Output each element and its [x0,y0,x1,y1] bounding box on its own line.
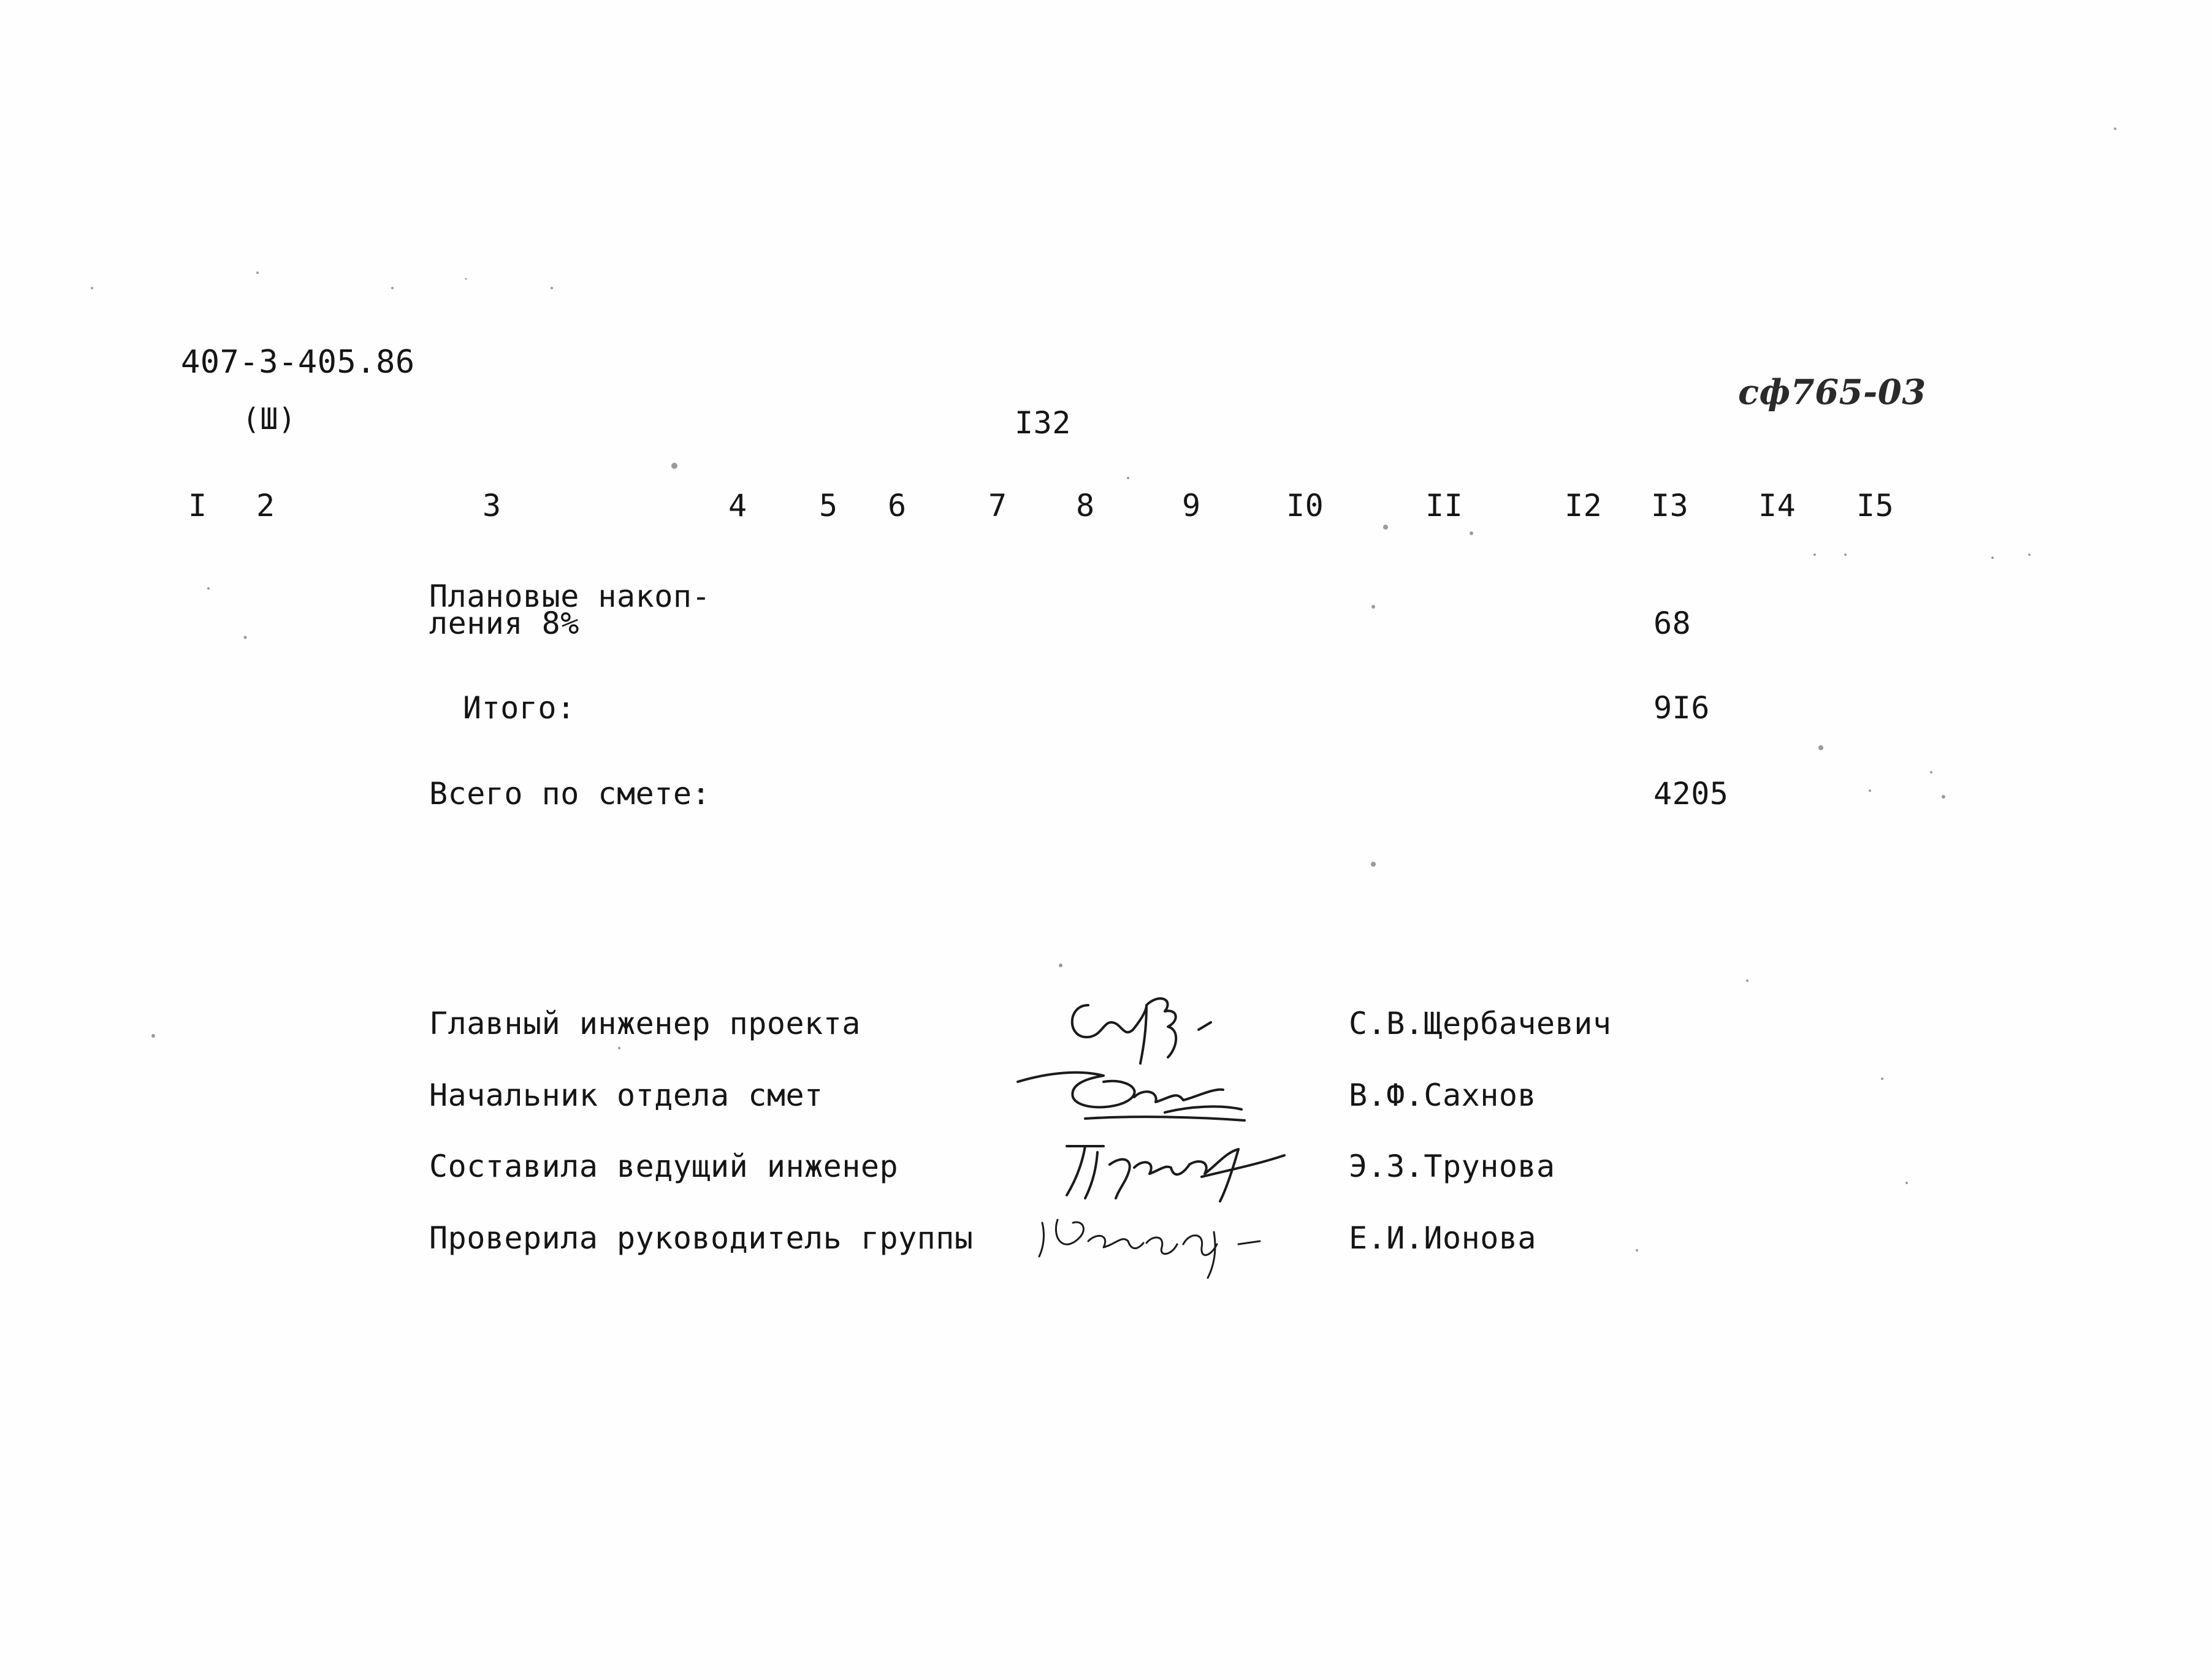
handwritten-signature [1030,1195,1300,1281]
row-value: 9I6 [1653,690,1710,726]
signatory-name: Е.И.Ионова [1349,1220,1537,1256]
column-number: I [188,488,207,523]
column-number: 8 [1076,488,1095,523]
column-number: I2 [1565,488,1603,523]
row-label-continuation: ления 8% [429,606,579,641]
column-number: 3 [482,488,502,523]
column-number: II [1425,488,1463,523]
column-number: I3 [1651,488,1689,523]
row-value: 4205 [1653,776,1729,811]
column-number: 7 [988,488,1007,523]
handwritten-signature [1042,1122,1300,1207]
document-subcode: (Ш) [242,402,297,436]
signatory-role: Главный инженер проекта [429,1006,861,1041]
signatory-role: Составила ведущий инженер [429,1149,899,1184]
column-number: 9 [1182,488,1201,523]
column-number: I0 [1286,488,1324,523]
signatory-role: Начальник отдела смет [429,1078,823,1113]
column-number: I5 [1856,488,1894,523]
signatory-name: С.В.Щербачевич [1349,1006,1612,1041]
signatory-name: В.Ф.Сахнов [1349,1078,1537,1113]
column-number: 4 [728,488,747,523]
column-number: 6 [888,488,907,523]
page-number: I32 [1015,405,1071,441]
row-label: Всего по смете: [429,776,711,811]
document-code: 407-3-405.86 [181,344,415,381]
row-label: Итого: [463,690,576,726]
column-number: 2 [256,488,275,523]
handwritten-stamp-code: сф765-03 [1738,372,1926,412]
signatory-role: Проверила руководитель группы [429,1220,974,1256]
signatory-name: Э.З.Трунова [1349,1149,1555,1184]
column-number: 5 [819,488,838,523]
row-label: Плановые накоп- [429,579,711,614]
column-number: I4 [1758,488,1796,523]
row-value: 68 [1653,606,1691,641]
